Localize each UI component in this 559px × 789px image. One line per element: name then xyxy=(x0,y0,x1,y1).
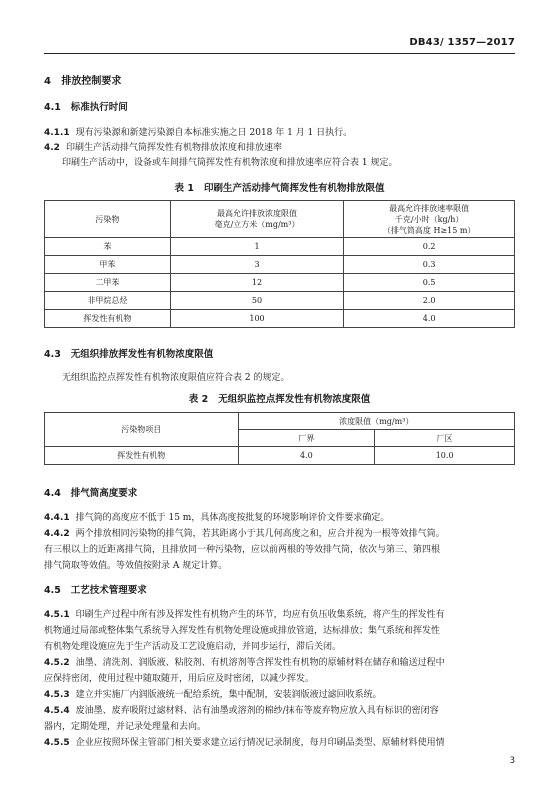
cell-pollutant: 挥发性有机物 xyxy=(45,447,239,465)
clause-4-2-body: 印刷生产活动中，设备或车间排气筒挥发性有机物浓度和排放速率应符合表 1 规定。 xyxy=(62,158,398,168)
table-1-caption xyxy=(0,180,559,194)
cell-rate: 0.2 xyxy=(344,238,515,256)
clause-number: 4.5.1 xyxy=(44,610,70,620)
table-row xyxy=(45,256,515,274)
header-line: 千克/小时（kg/h） xyxy=(394,214,464,224)
clause-4-5-4 xyxy=(44,703,439,716)
header-line: 最高允许排放浓度限值 xyxy=(217,209,298,218)
cell-pollutant: 甲苯 xyxy=(45,256,171,274)
clause-4-4-1 xyxy=(44,510,389,523)
header-line: 最高允许排放速率限值 xyxy=(389,203,470,213)
section-4-4-heading xyxy=(44,485,137,499)
cell-pollutant: 苯 xyxy=(45,238,171,256)
table-2 xyxy=(44,412,515,465)
header-cell-pollutant: 污染物 xyxy=(45,201,171,238)
cell-rate: 0.3 xyxy=(344,256,515,274)
caption-text: 印刷生产活动排气筒挥发性有机物排放限值 xyxy=(203,183,385,194)
cell-concentration: 50 xyxy=(170,292,344,310)
section-title: 工艺技术管理要求 xyxy=(70,585,147,596)
clause-text: 废油墨、废弃吸附过滤材料、沾有油墨或溶剂的棉纱/抹布等废弃物应放入具有标识的密闭容 xyxy=(75,706,439,716)
header-cell-plant-area: 厂区 xyxy=(375,430,515,447)
clause-text: 排气筒的高度应不低于 15 m，具体高度按批复的环境影响评价文件要求确定。 xyxy=(75,513,390,523)
clause-title: 印刷生产活动排气筒挥发性有机物排放浓度和排放速率 xyxy=(65,143,282,153)
cell-pollutant: 二甲苯 xyxy=(45,274,171,292)
caption-number: 表 1 xyxy=(174,183,194,194)
clause-4-3-body: 无组织监控点挥发性有机物浓度限值应符合表 2 的规定。 xyxy=(62,373,290,383)
cell-pollutant: 挥发性有机物 xyxy=(45,310,171,328)
clause-4-5-1-line-2: 机物通过局部或整体集气系统导入挥发性有机物处理设施或排放管道，达标排放；集气系统和挥发性 xyxy=(44,626,441,636)
cell-concentration: 3 xyxy=(170,256,344,274)
clause-4-2-heading xyxy=(44,140,282,153)
clause-number: 4.5.3 xyxy=(44,690,70,700)
section-number: 4 xyxy=(44,76,51,87)
cell-concentration: 1 xyxy=(170,238,344,256)
clause-text: 现有污染源和新建污染源自本标准实施之日 2018 年 1 月 1 日执行。 xyxy=(75,128,353,138)
section-4-heading xyxy=(44,72,121,87)
header-cell-pollutant: 污染物项目 xyxy=(45,413,239,447)
clause-text: 油墨、清洗剂、润版液、粘胶剂、有机溶剂等含挥发性有机物的原辅材料在储存和输送过程中 xyxy=(75,658,445,668)
section-title: 排气筒高度要求 xyxy=(70,488,138,499)
section-4-1-heading xyxy=(44,99,128,113)
clause-4-4-2-line-2: 有三根以上的近距离排气筒，且排放同一种污染物，应以前两根的等效排气筒，依次与第三、第四根 xyxy=(44,545,441,555)
clause-4-4-2-line-3: 排气筒取等效值。等效值按附录 A 规定计算。 xyxy=(44,561,228,571)
clause-4-1-1 xyxy=(44,125,352,138)
caption-text: 无组织监控点挥发性有机物浓度限值 xyxy=(218,394,371,405)
section-number: 4.3 xyxy=(44,349,61,360)
standard-code: DB43/ 1357—2017 xyxy=(409,37,515,48)
cell-boundary-value: 4.0 xyxy=(238,447,375,465)
clause-number: 4.2 xyxy=(44,143,60,153)
section-number: 4.5 xyxy=(44,585,61,596)
clause-4-5-2-line-2: 应保持密闭，使用过程中随取随开，用后应及时密闭，以减少挥发。 xyxy=(44,674,315,684)
clause-4-4-2 xyxy=(44,526,445,539)
cell-rate: 2.0 xyxy=(344,292,515,310)
section-4-3-heading xyxy=(44,346,213,360)
clause-number: 4.5.4 xyxy=(44,706,70,716)
cell-plant-area-value: 10.0 xyxy=(375,447,515,465)
cell-pollutant: 非甲烷总烃 xyxy=(45,292,171,310)
clause-number: 4.4.1 xyxy=(44,513,70,523)
section-number: 4.1 xyxy=(44,102,61,113)
clause-number: 4.5.2 xyxy=(44,658,70,668)
header-cell-rate xyxy=(344,201,515,238)
clause-text: 企业应按照环保主管部门相关要求建立运行情况记录制度，每月印刷品类型、原辅材料使用情 xyxy=(75,738,445,748)
clause-number: 4.4.2 xyxy=(44,529,70,539)
clause-text: 建立并实施厂内润版液统一配给系统，集中配制，安装润版液过滤回收系统。 xyxy=(75,690,382,700)
header-cell-concentration-group: 浓度限值（mg/m³） xyxy=(238,413,514,430)
clause-4-5-1 xyxy=(44,607,445,620)
clause-text: 印刷生产过程中所有涉及挥发性有机物产生的环节，均应有负压收集系统，将产生的挥发性有 xyxy=(75,610,445,620)
header-rule xyxy=(44,53,515,54)
clause-4-5-1-line-3: 有机物处理设施应先于生产活动及工艺设施启动，并同步运行，滞后关闭。 xyxy=(44,642,342,652)
section-number: 4.4 xyxy=(44,488,61,499)
table-row xyxy=(45,310,515,328)
header-cell-boundary: 厂界 xyxy=(238,430,375,447)
header-line: 毫克/立方米（mg/m³） xyxy=(214,220,300,229)
header-cell-concentration xyxy=(170,201,344,238)
clause-4-5-4-line-2: 器内，定期处理，并记录处理量和去向。 xyxy=(44,722,207,732)
cell-concentration: 12 xyxy=(170,274,344,292)
section-title: 标准执行时间 xyxy=(70,102,128,113)
section-title: 排放控制要求 xyxy=(61,76,122,87)
clause-4-5-3 xyxy=(44,687,382,700)
section-title: 无组织排放挥发性有机物浓度限值 xyxy=(70,349,214,360)
section-4-5-heading xyxy=(44,582,147,596)
table-2-caption xyxy=(0,391,559,405)
cell-rate: 4.0 xyxy=(344,310,515,328)
table-row xyxy=(45,238,515,256)
cell-concentration: 100 xyxy=(170,310,344,328)
page-number: 3 xyxy=(509,756,515,766)
table-row xyxy=(45,292,515,310)
cell-rate: 0.5 xyxy=(344,274,515,292)
clause-text: 两个排放相同污染物的排气筒，若其距离小于其几何高度之和，应合并视为一根等效排气筒。 xyxy=(75,529,445,539)
clause-4-5-2 xyxy=(44,655,445,668)
table-row xyxy=(45,274,515,292)
clause-number: 4.5.5 xyxy=(44,738,70,748)
clause-number: 4.1.1 xyxy=(44,128,70,138)
table-1 xyxy=(44,200,515,328)
clause-4-5-5 xyxy=(44,735,445,748)
header-line: （排气筒高度 H≥15 m） xyxy=(382,225,476,235)
caption-number: 表 2 xyxy=(188,394,209,405)
table-row xyxy=(45,447,515,465)
